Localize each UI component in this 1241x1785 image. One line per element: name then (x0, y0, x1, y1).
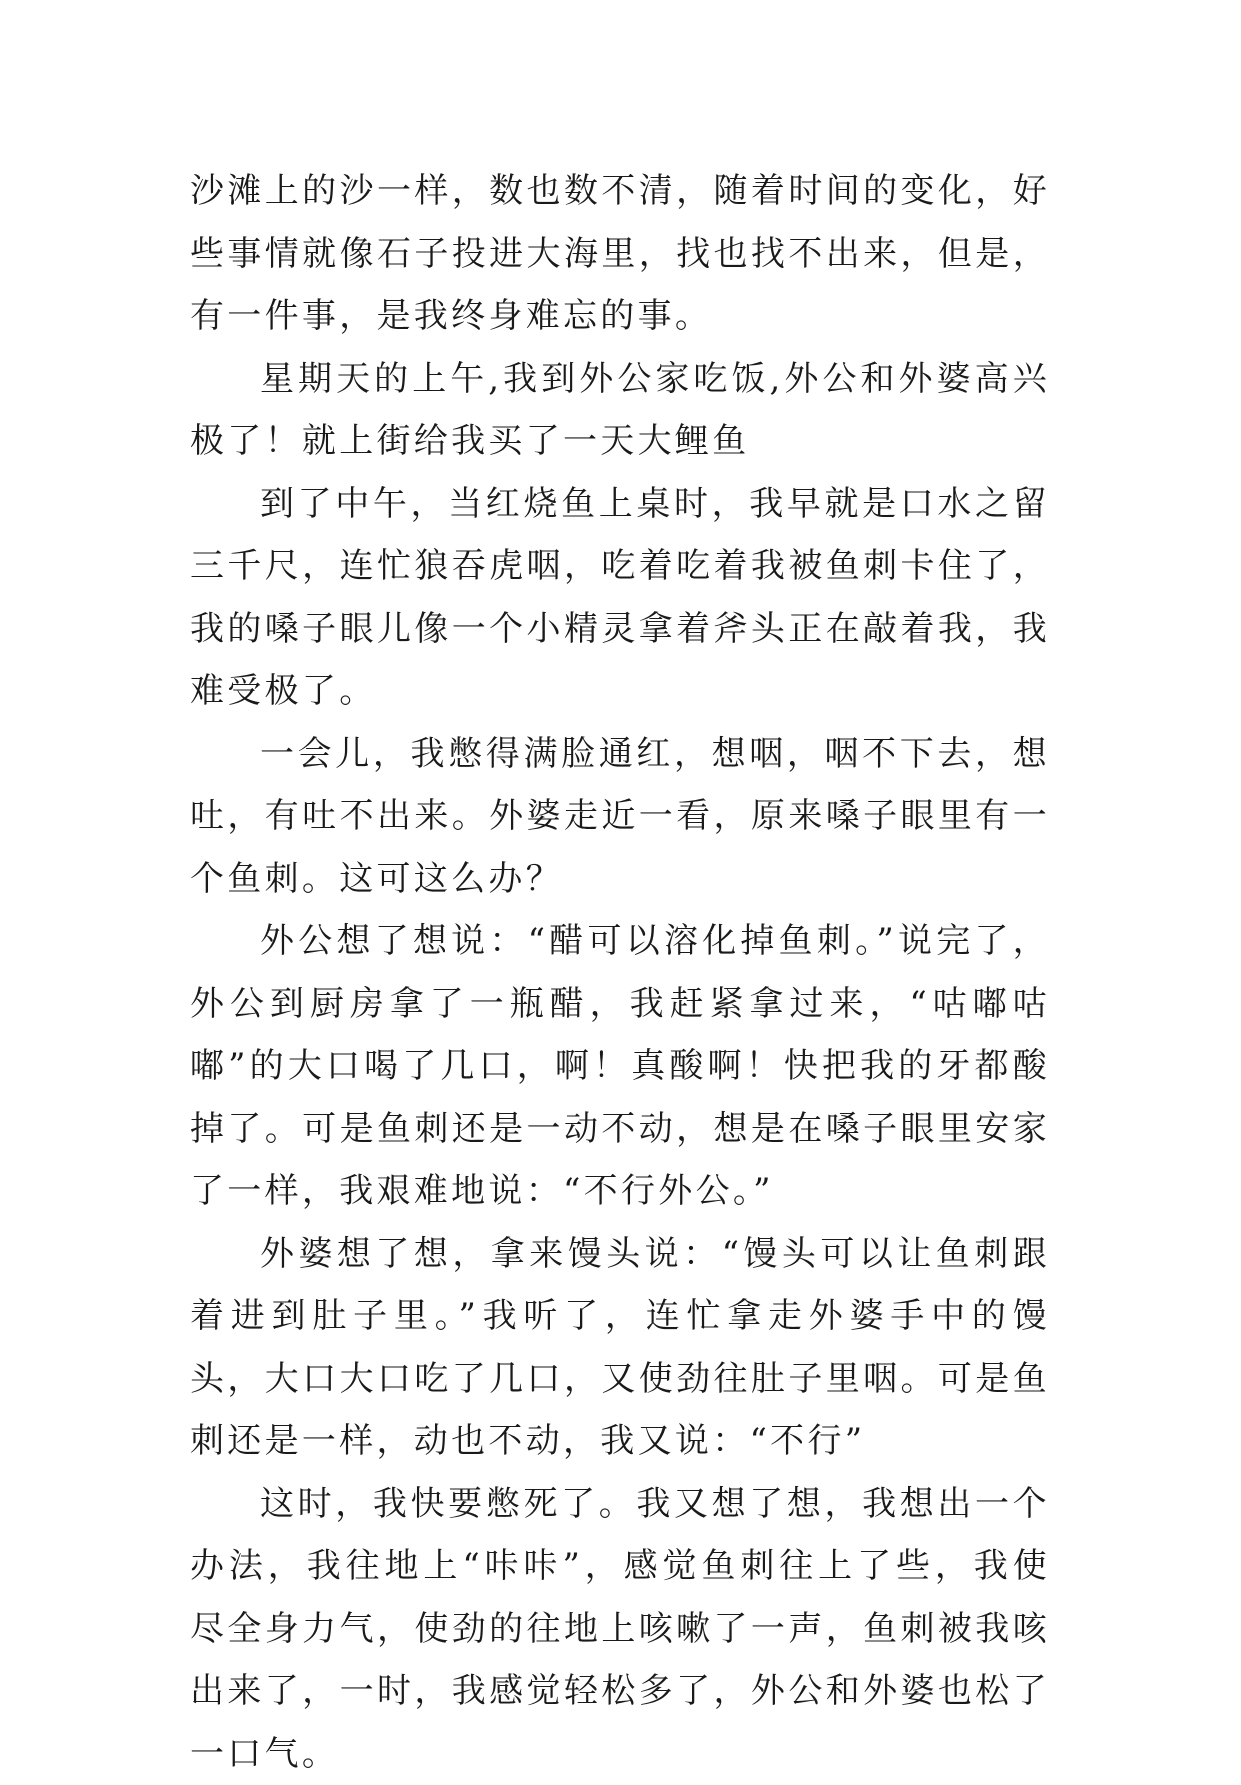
paragraph-3: 到了中午，当红烧鱼上桌时，我早就是口水之留三千尺，连忙狼吞虎咽，吃着吃着我被鱼刺卡住了，我的嗓子眼儿像一个小精灵拿着斧头正在敲着我，我难受极了。 (190, 473, 1050, 723)
paragraph-6: 外婆想了想，拿来馒头说：“馒头可以让鱼刺跟着进到肚子里。”我听了，连忙拿走外婆手中的馒头，大口大口吃了几口，又使劲往肚子里咽。可是鱼刺还是一样，动也不动，我又说：“不行” (190, 1223, 1050, 1473)
paragraph-7: 这时，我快要憋死了。我又想了想，我想出一个办法，我往地上“咔咔”，感觉鱼刺往上了些，我使尽全身力气，使劲的往地上咳嗽了一声，鱼刺被我咳出来了，一时，我感觉轻松多了，外公和外婆也松了一口气。 (190, 1473, 1050, 1785)
paragraph-1: 沙滩上的沙一样，数也数不清，随着时间的变化，好些事情就像石子投进大海里，找也找不出来，但是，有一件事，是我终身难忘的事。 (190, 160, 1050, 348)
document-body (190, 160, 1050, 1785)
paragraph-4: 一会儿，我憋得满脸通红，想咽，咽不下去，想吐，有吐不出来。外婆走近一看，原来嗓子眼里有一个鱼刺。这可这么办？ (190, 723, 1050, 911)
paragraph-5: 外公想了想说：“醋可以溶化掉鱼刺。”说完了，外公到厨房拿了一瓶醋，我赶紧拿过来，“咕嘟咕嘟”的大口喝了几口，啊！真酸啊！快把我的牙都酸掉了。可是鱼刺还是一动不动，想是在嗓子眼里安家了一样，我艰难地说：“不行外公。” (190, 910, 1050, 1223)
paragraph-2: 星期天的上午,我到外公家吃饭,外公和外婆高兴极了！就上街给我买了一天大鲤鱼 (190, 348, 1050, 473)
